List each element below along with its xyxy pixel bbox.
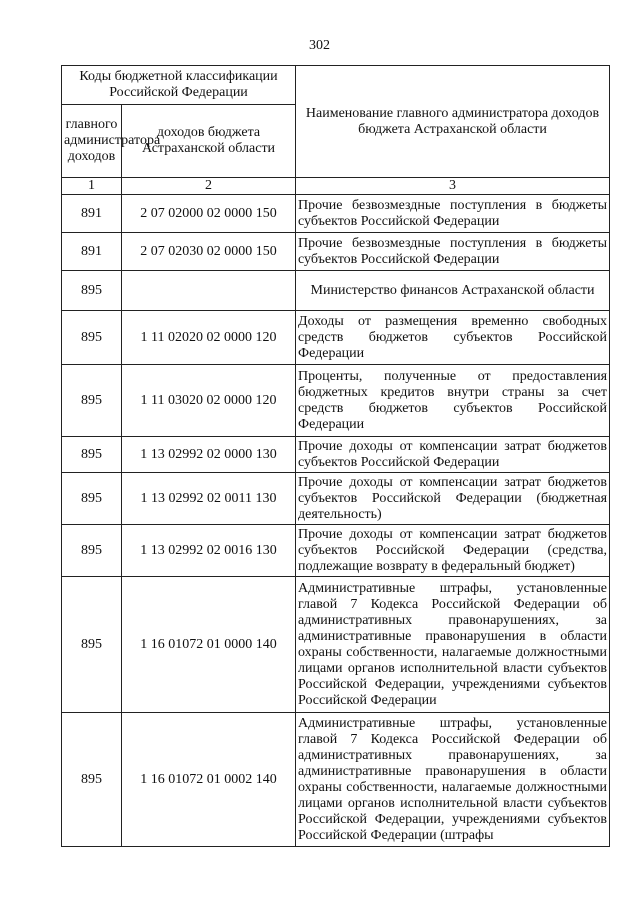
income-code: 2 07 02030 02 0000 150 xyxy=(122,233,296,271)
table-row xyxy=(62,525,610,577)
table-row xyxy=(62,271,610,311)
income-code: 1 13 02992 02 0016 130 xyxy=(122,525,296,577)
page-number: 302 xyxy=(309,38,330,53)
table-row xyxy=(62,365,610,437)
table-row xyxy=(62,713,610,847)
table-row xyxy=(62,577,610,713)
header-classification-codes: Коды бюджетной классификации Российской Федерации xyxy=(62,66,296,105)
admin-code: 895 xyxy=(62,271,122,311)
admin-code: 891 xyxy=(62,233,122,271)
table-row xyxy=(62,437,610,473)
income-code: 1 13 02992 02 0011 130 xyxy=(122,473,296,525)
income-code: 1 13 02992 02 0000 130 xyxy=(122,437,296,473)
income-name: Административные штрафы, установленные главой 7 Кодекса Российской Федерации об административных правонарушениях, за административные правонарушения в области охраны собственности, налагаемые должностными лицами органов исполнительной власти субъектов Российской Федерации, учреждениями субъектов Российской Федерации (штрафы xyxy=(296,713,610,847)
ministry-name: Министерство финансов Астраханской области xyxy=(296,271,610,311)
column-number-2: 2 xyxy=(122,178,296,195)
table-row xyxy=(62,473,610,525)
income-name: Прочие доходы от компенсации затрат бюджетов субъектов Российской Федерации xyxy=(296,437,610,473)
table-row xyxy=(62,311,610,365)
admin-code: 895 xyxy=(62,311,122,365)
admin-code: 895 xyxy=(62,473,122,525)
admin-code: 895 xyxy=(62,437,122,473)
income-name: Прочие безвозмездные поступления в бюджеты субъектов Российской Федерации xyxy=(296,233,610,271)
column-number-3: 3 xyxy=(296,178,610,195)
income-code: 1 16 01072 01 0002 140 xyxy=(122,713,296,847)
income-name: Прочие доходы от компенсации затрат бюджетов субъектов Российской Федерации (средства, подлежащие возврату в федеральный бюджет) xyxy=(296,525,610,577)
table-row xyxy=(62,233,610,271)
admin-code: 895 xyxy=(62,713,122,847)
income-code: 2 07 02000 02 0000 150 xyxy=(122,195,296,233)
table-row xyxy=(62,195,610,233)
income-code: 1 16 01072 01 0000 140 xyxy=(122,577,296,713)
admin-code: 891 xyxy=(62,195,122,233)
income-name: Административные штрафы, установленные главой 7 Кодекса Российской Федерации об административных правонарушениях, за административные правонарушения в области охраны собственности, налагаемые должностными лицами органов исполнительной власти субъектов Российской Федерации, учреждениями субъектов Российской Федерации xyxy=(296,577,610,713)
header-main-administrator: главного администратора доходов xyxy=(62,105,122,178)
income-name: Прочие доходы от компенсации затрат бюджетов субъектов Российской Федерации (бюджетная деятельность) xyxy=(296,473,610,525)
admin-code: 895 xyxy=(62,577,122,713)
income-name: Доходы от размещения временно свободных средств бюджетов субъектов Российской Федерации xyxy=(296,311,610,365)
column-number-1: 1 xyxy=(62,178,122,195)
income-name: Проценты, полученные от предоставления бюджетных кредитов внутри страны за счет средств бюджетов субъектов Российской Федерации xyxy=(296,365,610,437)
budget-classification-table xyxy=(61,65,610,847)
income-code xyxy=(122,271,296,311)
income-code: 1 11 02020 02 0000 120 xyxy=(122,311,296,365)
income-name: Прочие безвозмездные поступления в бюджеты субъектов Российской Федерации xyxy=(296,195,610,233)
admin-code: 895 xyxy=(62,365,122,437)
header-administrator-name: Наименование главного администратора доходов бюджета Астраханской области xyxy=(296,66,610,178)
header-income-code: доходов бюджета Астраханской области xyxy=(122,105,296,178)
admin-code: 895 xyxy=(62,525,122,577)
income-code: 1 11 03020 02 0000 120 xyxy=(122,365,296,437)
